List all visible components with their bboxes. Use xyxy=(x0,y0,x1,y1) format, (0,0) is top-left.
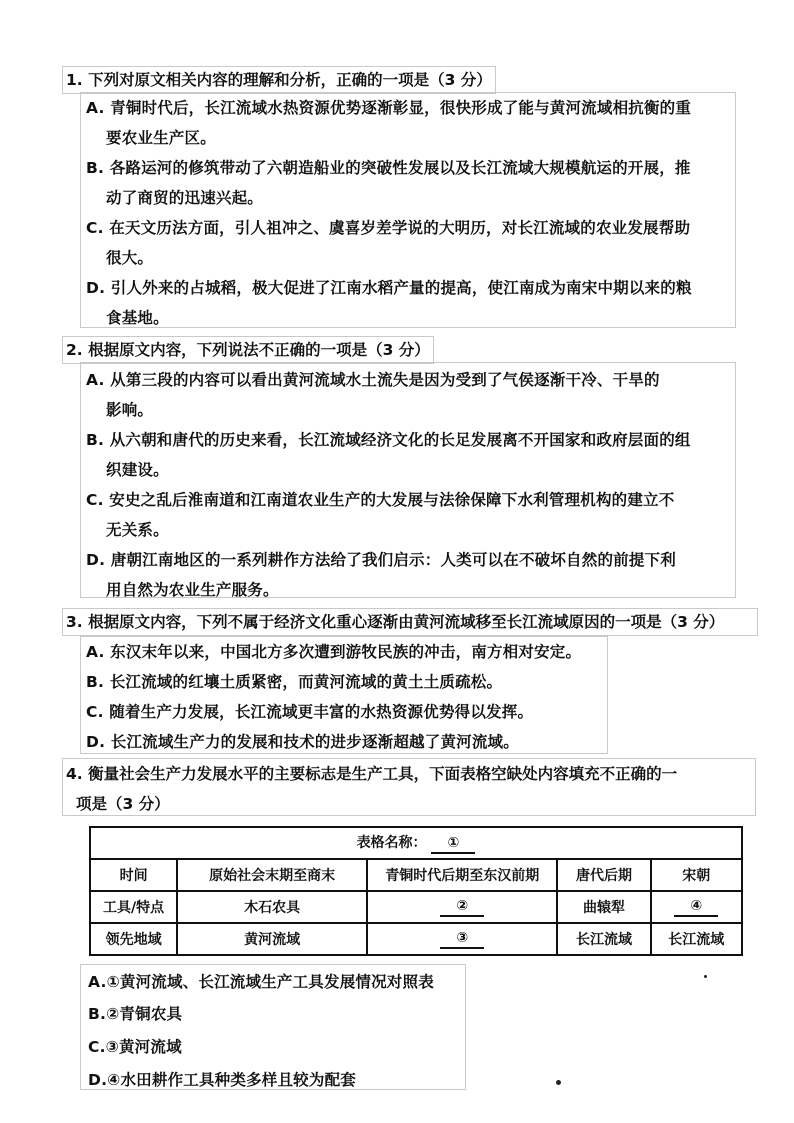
table-cell xyxy=(651,891,743,923)
table-blank-2: ② xyxy=(440,897,484,917)
table-cell: 长江流域 xyxy=(557,923,650,955)
table-cell: 领先地域 xyxy=(90,923,177,955)
q1-option-c-line2: 很大。 xyxy=(106,249,154,267)
table-cell xyxy=(367,923,557,955)
q2-option-b-line1[interactable]: B. 从六朝和唐代的历史来看，长江流域经济文化的长足发展离不开国家和政府层面的组 xyxy=(86,431,691,449)
table-cell: 木石农具 xyxy=(177,891,367,923)
table-title-blank: ① xyxy=(431,834,475,854)
table-cell: 长江流域 xyxy=(651,923,743,955)
table-header-cell: 青铜时代后期至东汉前期 xyxy=(367,859,557,891)
q3-stem: 3. 根据原文内容，下列不属于经济文化重心逐渐由黄河流域移至长江流域原因的一项是（3 分） xyxy=(66,613,725,631)
q4-option-b[interactable]: B.②青铜农具 xyxy=(88,1005,183,1023)
table-row xyxy=(90,891,742,923)
table-blank-3: ③ xyxy=(440,929,484,949)
q4-option-c[interactable]: C.③黄河流域 xyxy=(88,1038,182,1056)
q4-option-d[interactable]: D.④水田耕作工具种类多样且较为配套 xyxy=(88,1071,356,1089)
table-header-cell: 唐代后期 xyxy=(557,859,650,891)
q3-option-a[interactable]: A. 东汉末年以来，中国北方多次遭到游牧民族的冲击，南方相对安定。 xyxy=(86,643,582,661)
q3-option-c[interactable]: C. 随着生产力发展，长江流域更丰富的水热资源优势得以发挥。 xyxy=(86,703,534,721)
q4-stem-line2: 项是（3 分） xyxy=(76,795,170,813)
table-header-cell: 原始社会末期至商末 xyxy=(177,859,367,891)
table-title-label: 表格名称： xyxy=(356,835,427,851)
q2-option-d-line1[interactable]: D. 唐朝江南地区的一系列耕作方法给了我们启示：人类可以在不破坏自然的前提下利 xyxy=(86,551,676,569)
scan-speck xyxy=(556,1080,561,1085)
q1-option-a-line2: 要农业生产区。 xyxy=(106,129,216,147)
table-header-row xyxy=(90,859,742,891)
table-blank-4: ④ xyxy=(674,897,718,917)
q2-option-b-line2: 织建设。 xyxy=(106,461,169,479)
table-title-cell xyxy=(90,827,742,859)
q1-option-a-line1[interactable]: A. 青铜时代后，长江流域水热资源优势逐渐彰显，很快形成了能与黄河流域相抗衡的重 xyxy=(86,99,692,117)
q1-option-d-line2: 食基地。 xyxy=(106,309,169,327)
table-header-cell: 宋朝 xyxy=(651,859,743,891)
q3-option-b[interactable]: B. 长江流域的红壤土质紧密，而黄河流域的黄土土质疏松。 xyxy=(86,673,503,691)
table-cell: 工具/特点 xyxy=(90,891,177,923)
q4-table xyxy=(89,826,743,956)
q4-stem-line1: 4. 衡量社会生产力发展水平的主要标志是生产工具，下面表格空缺处内容填充不正确的一 xyxy=(66,765,678,783)
q2-option-a-line1[interactable]: A. 从第三段的内容可以看出黄河流域水土流失是因为受到了气侯逐渐干冷、干旱的 xyxy=(86,371,660,389)
q1-option-b-line1[interactable]: B. 各路运河的修筑带动了六朝造船业的突破性发展以及长江流域大规模航运的开展，推 xyxy=(86,159,691,177)
q2-option-a-line2: 影响。 xyxy=(106,401,154,419)
q1-option-c-line1[interactable]: C. 在天文历法方面，引人祖冲之、虞喜岁差学说的大明历，对长江流域的农业发展帮助 xyxy=(86,219,691,237)
q1-stem: 1. 下列对原文相关内容的理解和分析，正确的一项是（3 分） xyxy=(66,71,492,89)
q1-option-d-line1[interactable]: D. 引人外来的占城稻，极大促进了江南水稻产量的提高，使江南成为南宋中期以来的粮 xyxy=(86,279,692,297)
scan-speck xyxy=(704,975,707,978)
table-header-cell: 时间 xyxy=(90,859,177,891)
q2-option-c-line2: 无关系。 xyxy=(106,521,169,539)
table-row xyxy=(90,923,742,955)
table-cell: 黄河流域 xyxy=(177,923,367,955)
q2-option-c-line1[interactable]: C. 安史之乱后淮南道和江南道农业生产的大发展与法徐保障下水利管理机构的建立不 xyxy=(86,491,675,509)
q4-option-a[interactable]: A.①黄河流域、长江流域生产工具发展情况对照表 xyxy=(88,973,434,991)
q2-stem: 2. 根据原文内容，下列说法不正确的一项是（3 分） xyxy=(66,341,430,359)
q1-option-b-line2: 动了商贸的迅速兴起。 xyxy=(106,189,264,207)
table-cell: 曲辕犁 xyxy=(557,891,650,923)
q2-option-d-line2: 用自然为农业生产服务。 xyxy=(106,581,279,599)
table-cell xyxy=(367,891,557,923)
q3-option-d[interactable]: D. 长江流域生产力的发展和技术的进步逐渐超越了黄河流域。 xyxy=(86,733,519,751)
